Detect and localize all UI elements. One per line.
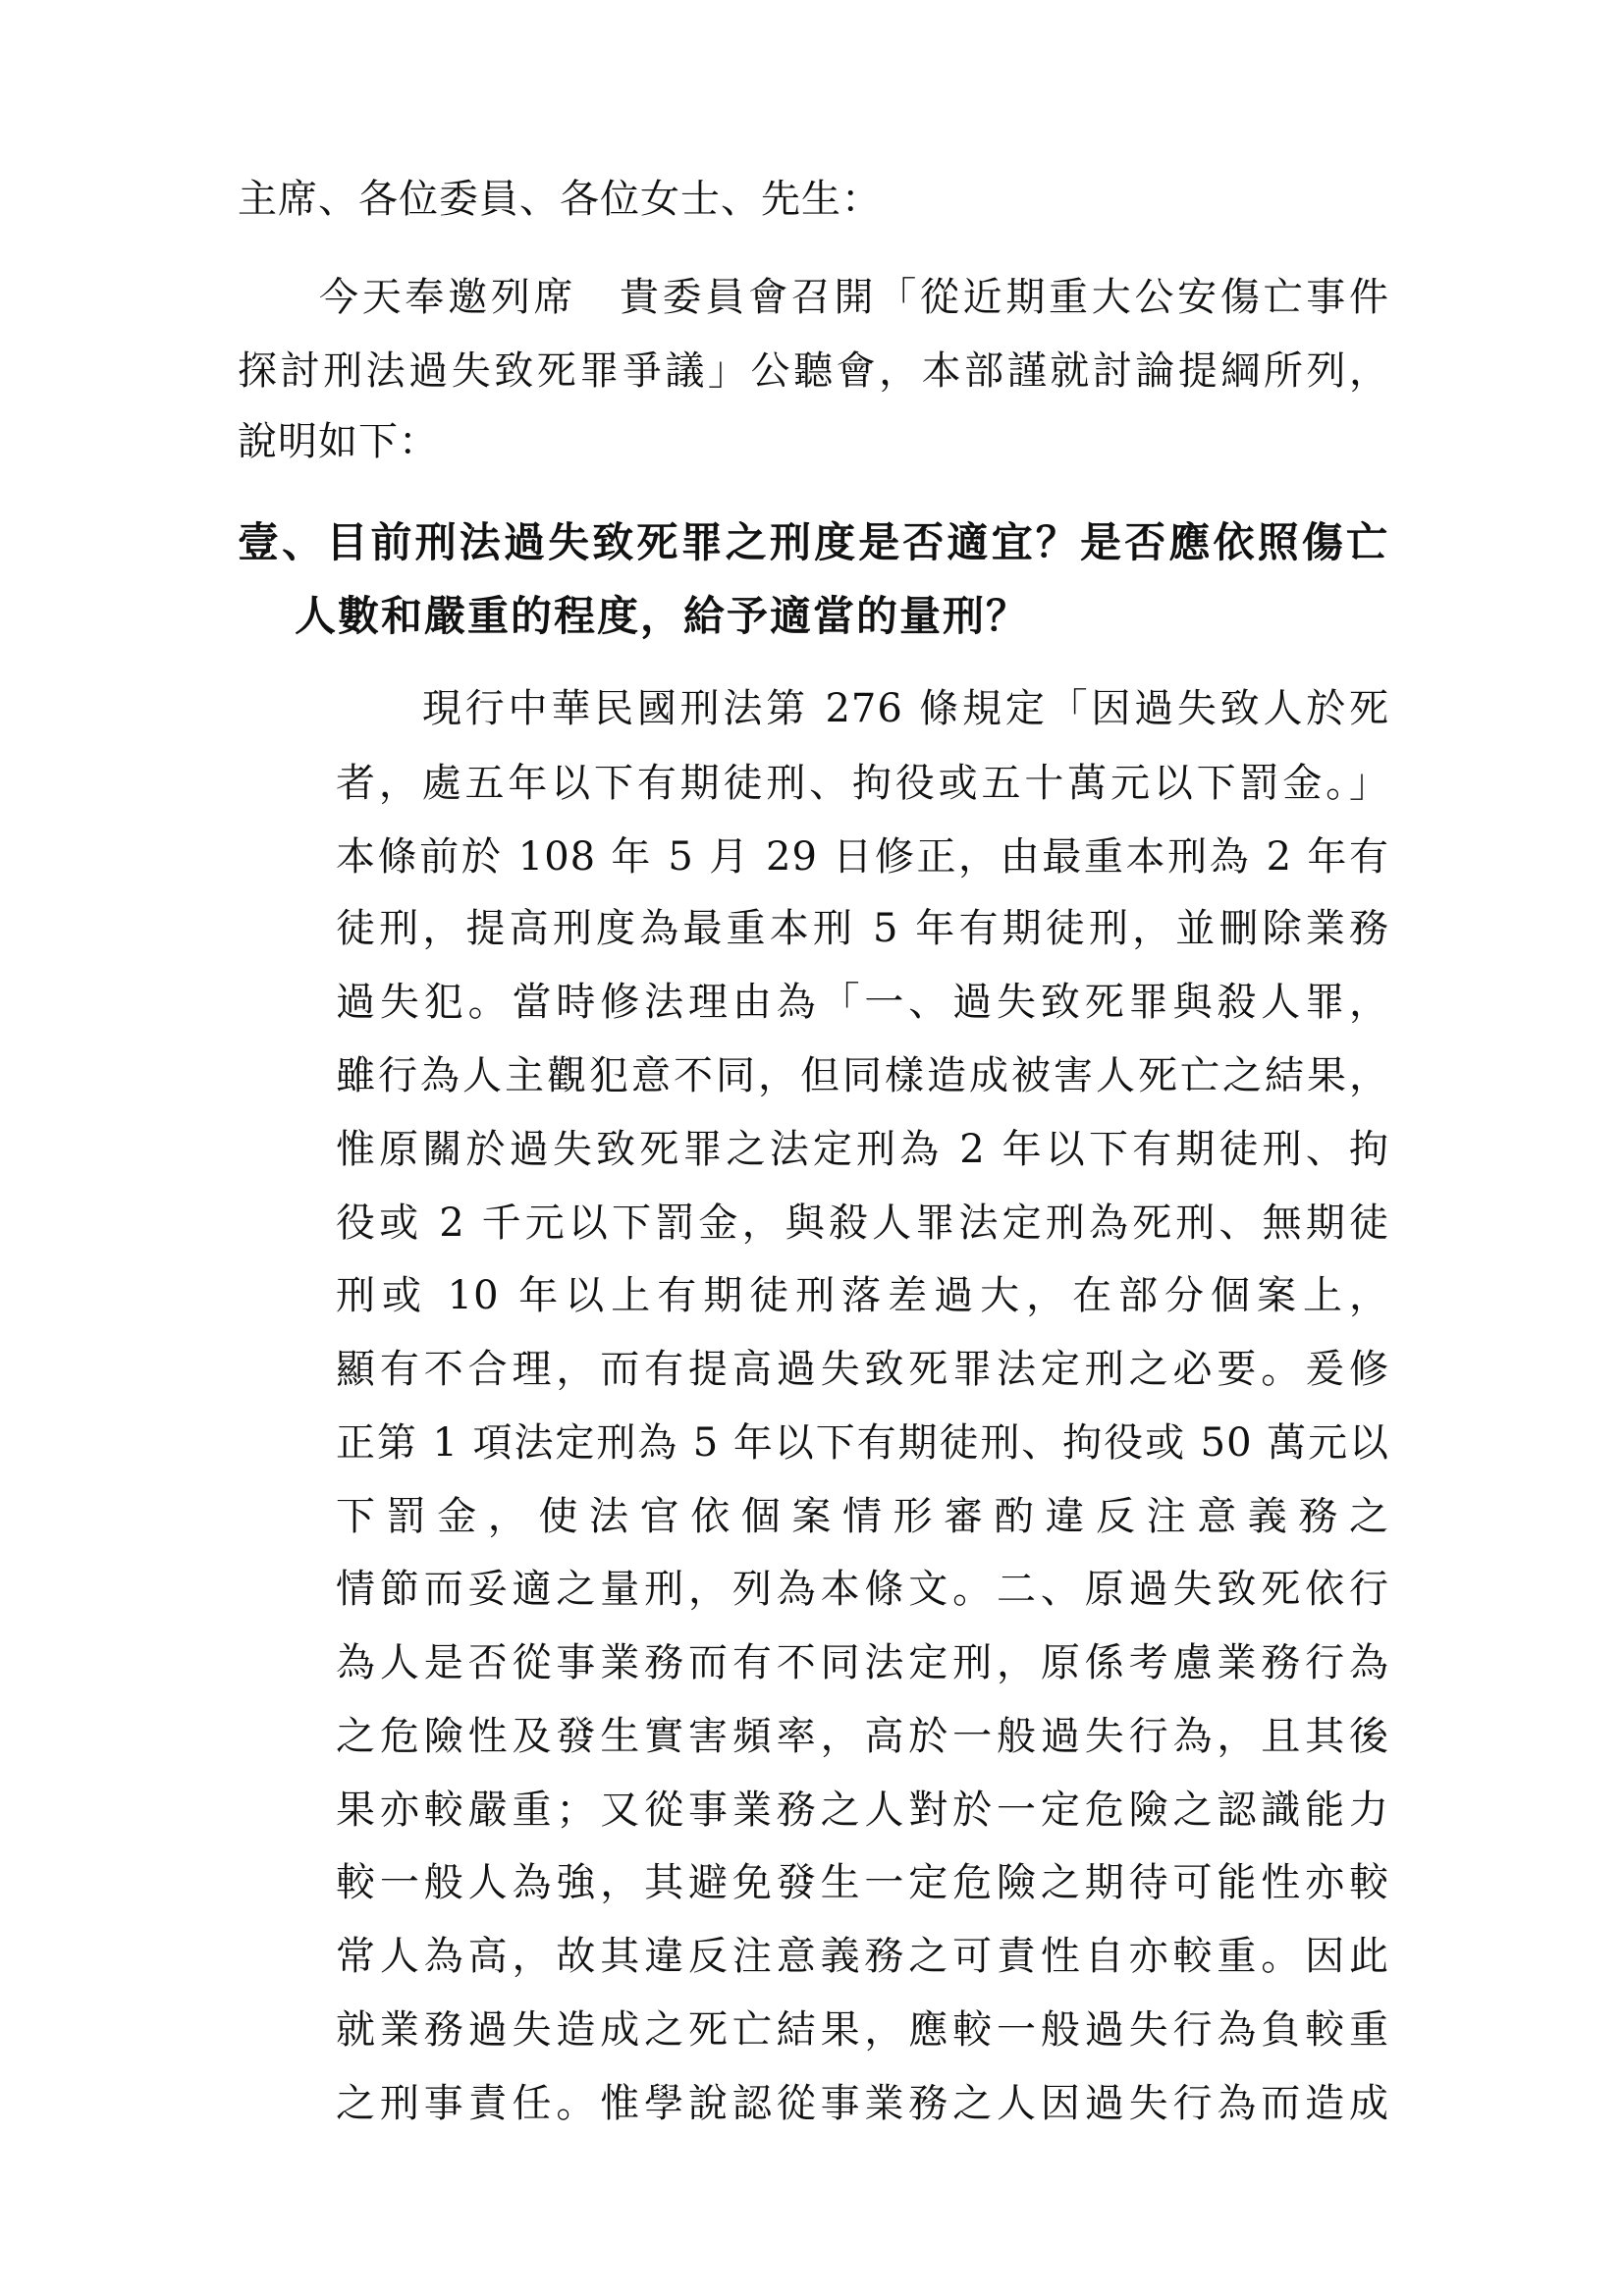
body-line: 就業務過失造成之死亡結果，應較一般過失行為負較重 — [336, 2007, 1389, 2053]
salutation: 主席、各位委員、各位女士、先生： — [238, 177, 882, 222]
body-line: 現行中華民國刑法第 276 條規定「因過失致人於死 — [422, 686, 1389, 731]
body-line: 刑或 10 年以上有期徒刑落差過大，在部分個案上， — [336, 1273, 1389, 1318]
body-line: 惟原關於過失致死罪之法定刑為 2 年以下有期徒刑、拘 — [336, 1127, 1389, 1172]
body-line: 下罰金，使法官依個案情形審酌違反注意義務之 — [336, 1494, 1389, 1539]
body-line: 役或 2 千元以下罰金，與殺人罪法定刑為死刑、無期徒 — [336, 1201, 1389, 1246]
body-line: 之危險性及發生實害頻率，高於一般過失行為，且其後 — [336, 1714, 1389, 1759]
section-1-heading-line-2: 人數和嚴重的程度，給予適當的量刑？ — [295, 592, 1030, 640]
body-line: 者，處五年以下有期徒刑、拘役或五十萬元以下罰金。」 — [336, 761, 1389, 806]
section-1-heading-line-1: 壹、目前刑法過失致死罪之刑度是否適宜？是否應依照傷亡 — [238, 518, 1389, 566]
body-line: 本條前於 108 年 5 月 29 日修正，由最重本刑為 2 年有 — [336, 834, 1389, 880]
body-line: 過失犯。當時修法理由為「一、過失致死罪與殺人罪， — [336, 980, 1389, 1025]
body-line: 顯有不合理，而有提高過失致死罪法定刑之必要。爰修 — [336, 1347, 1389, 1392]
body-line: 果亦較嚴重；又從事業務之人對於一定危險之認識能力 — [336, 1788, 1389, 1833]
intro-line-1: 今天奉邀列席 貴委員會召開「從近期重大公安傷亡事件 — [319, 275, 1389, 320]
body-line: 為人是否從事業務而有不同法定刑，原係考慮業務行為 — [336, 1640, 1389, 1685]
body-line: 較一般人為強，其避免發生一定危險之期待可能性亦較 — [336, 1860, 1389, 1905]
intro-line-2: 探討刑法過失致死罪爭議」公聽會，本部謹就討論提綱所列， — [238, 348, 1389, 394]
body-line: 常人為高，故其違反注意義務之可責性自亦較重。因此 — [336, 1934, 1389, 1979]
body-line: 徒刑，提高刑度為最重本刑 5 年有期徒刑，並刪除業務 — [336, 906, 1389, 951]
body-line: 情節而妥適之量刑，列為本條文。二、原過失致死依行 — [336, 1567, 1389, 1612]
body-line: 雖行為人主觀犯意不同，但同樣造成被害人死亡之結果， — [336, 1053, 1389, 1098]
intro-line-3: 說明如下： — [238, 419, 439, 464]
body-line: 之刑事責任。惟學說認從事業務之人因過失行為而造成 — [336, 2081, 1389, 2126]
body-line: 正第 1 項法定刑為 5 年以下有期徒刑、拘役或 50 萬元以 — [336, 1420, 1389, 1466]
